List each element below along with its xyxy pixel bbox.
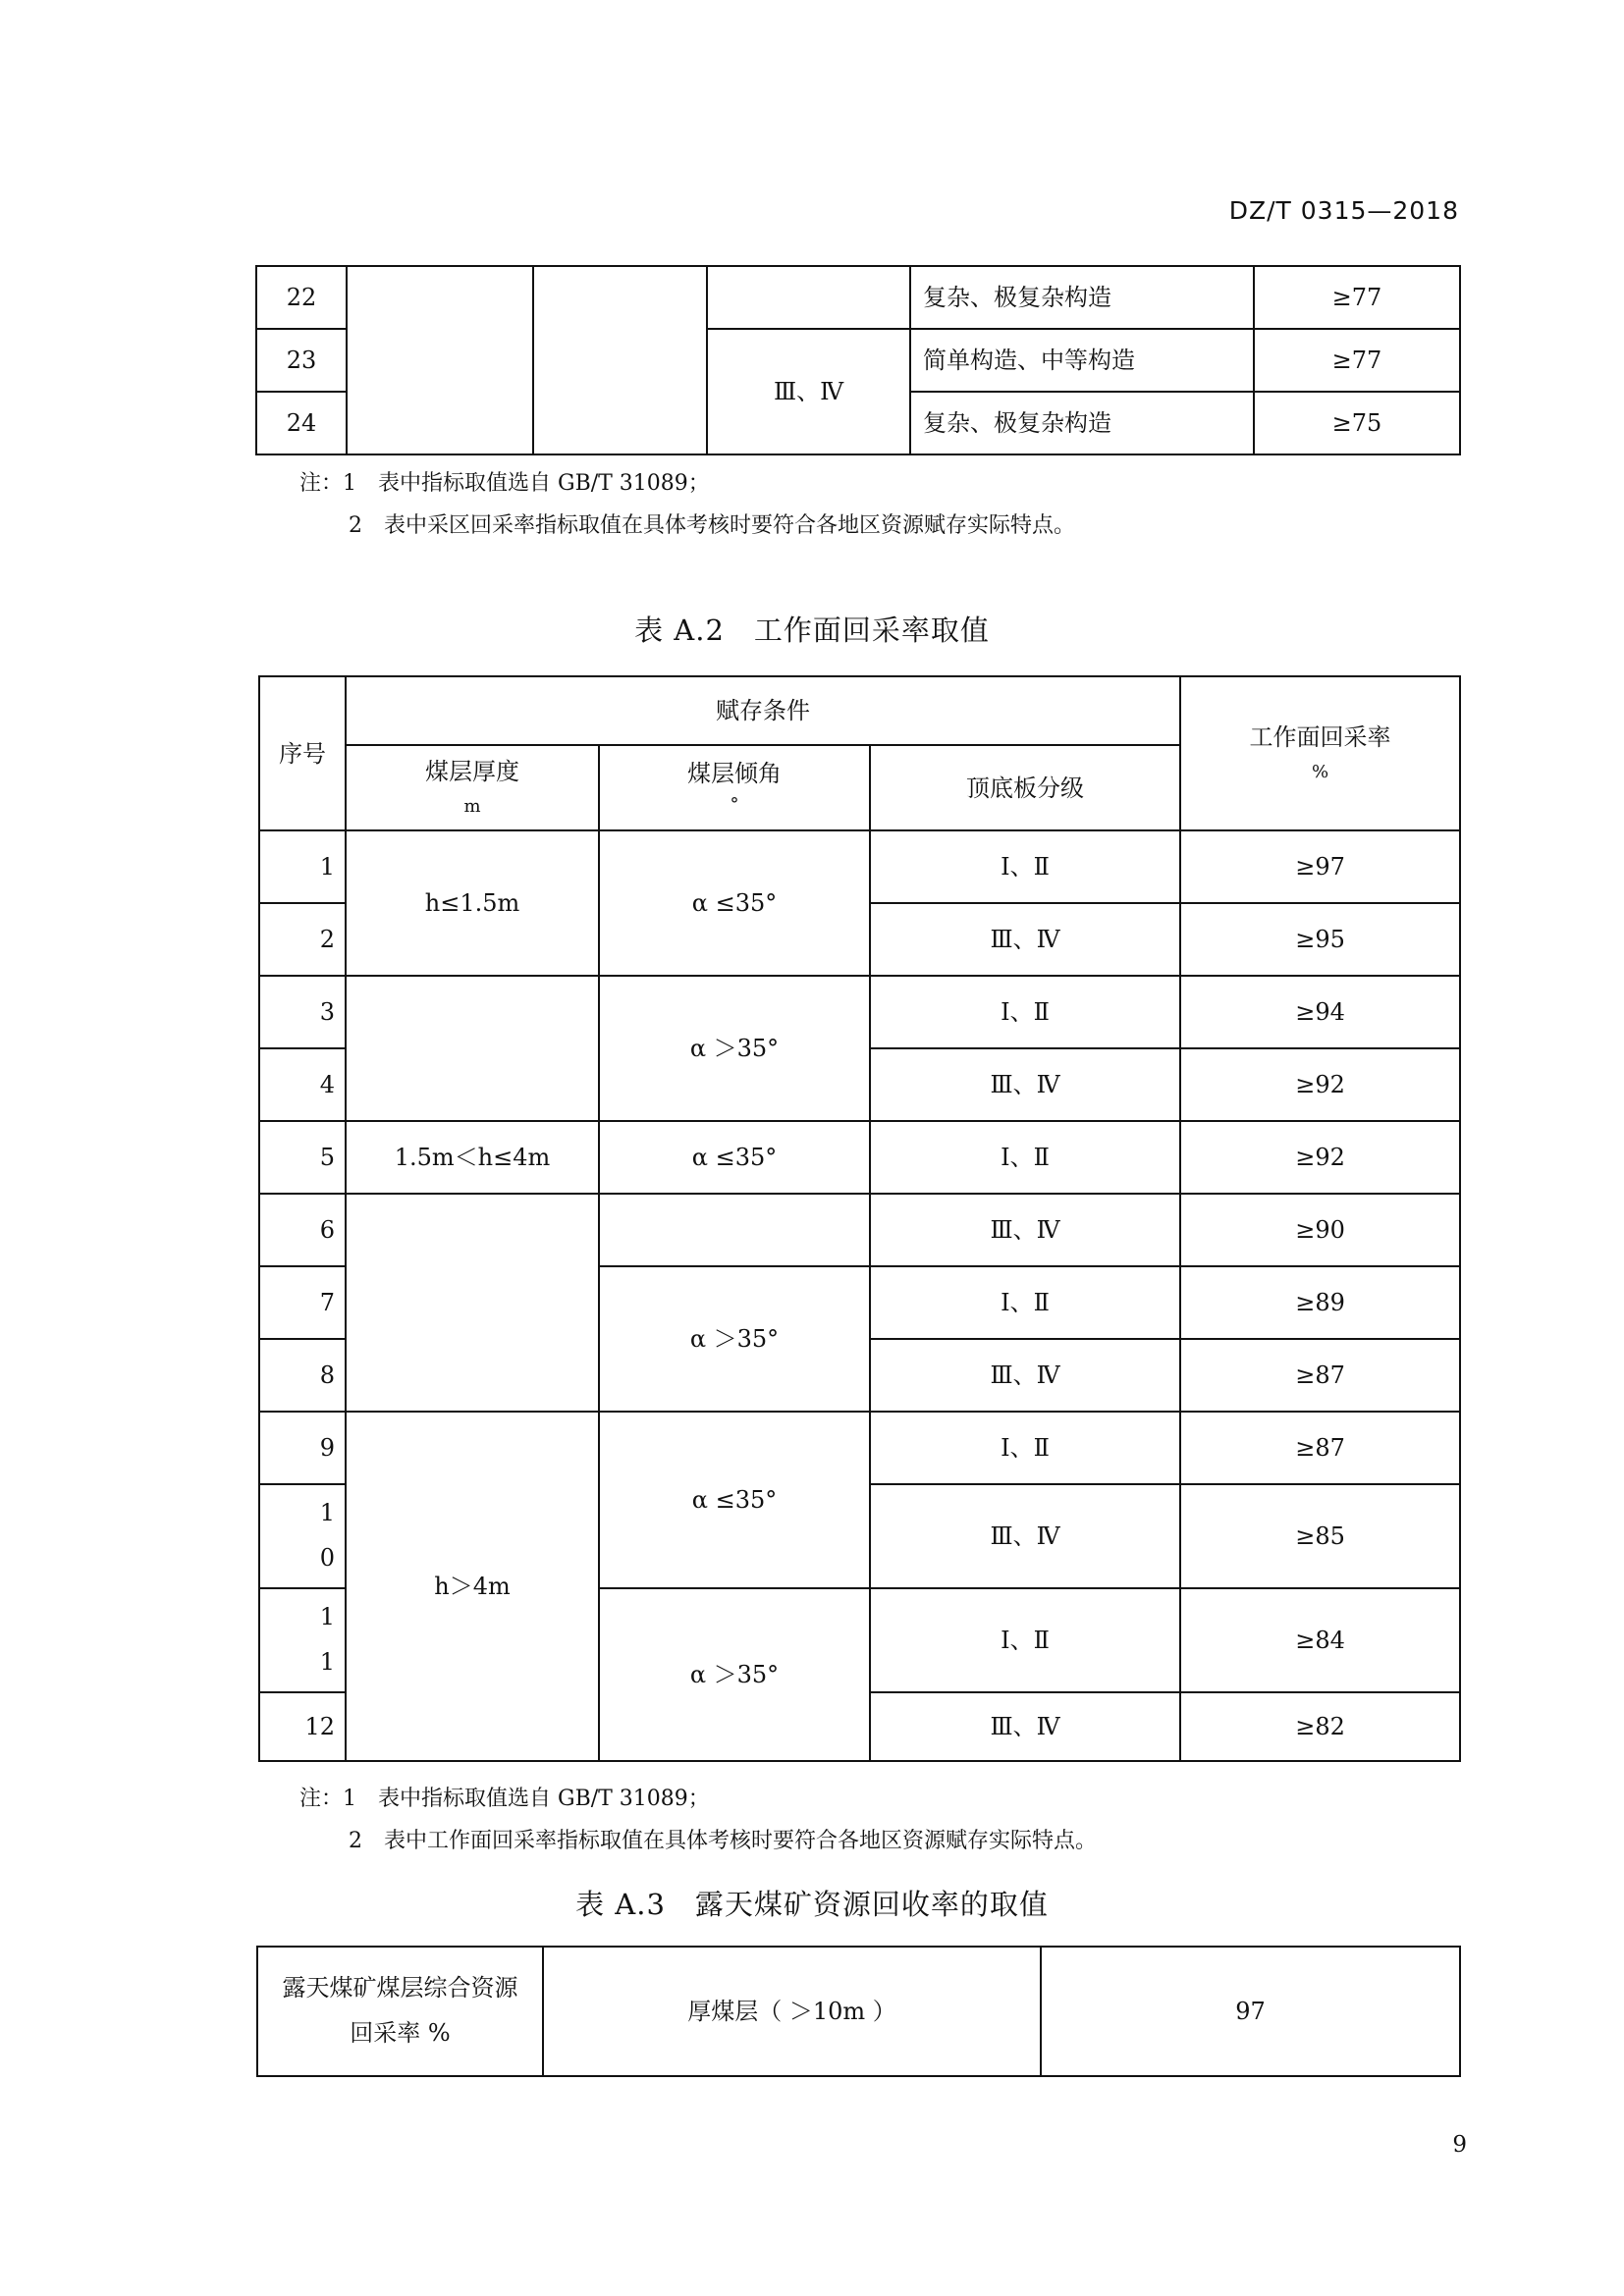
table-row <box>259 830 1460 903</box>
roof-cell: Ⅰ、Ⅱ <box>870 976 1180 1048</box>
table-row <box>259 1412 1460 1484</box>
row-number-digit: 1 <box>319 1648 335 1676</box>
table-a2-caption: 表 A.2 工作面回采率取值 <box>634 614 990 647</box>
row-number-digit: 0 <box>319 1544 335 1572</box>
table-a2-note-2: 2 表中工作面回采率指标取值在具体考核时要符合各地区资源赋存实际特点。 <box>349 1829 1097 1853</box>
header-dip-label: 煤层倾角 <box>687 760 782 788</box>
standard-code: DZ/T 0315—2018 <box>1228 196 1459 225</box>
table-row <box>257 1947 1460 2076</box>
structure-cell: 复杂、极复杂构造 <box>910 266 1254 329</box>
value-cell: 97 <box>1041 1947 1460 2076</box>
roof-cell: Ⅲ、Ⅳ <box>870 1048 1180 1121</box>
row-number: 24 <box>256 392 347 454</box>
thickness-cell: 1.5m＜h≤4m <box>346 1121 599 1194</box>
rate-cell: ≥87 <box>1180 1339 1460 1412</box>
empty-cell <box>346 1194 599 1412</box>
roof-cell <box>707 266 910 329</box>
table-a3 <box>256 1946 1461 2077</box>
header-thickness-label: 煤层厚度 <box>425 758 519 786</box>
row-number: 6 <box>259 1194 346 1266</box>
rate-cell: ≥95 <box>1180 903 1460 976</box>
header-no: 序号 <box>259 676 346 830</box>
row-number: 23 <box>256 329 347 392</box>
table-a1-note-2: 2 表中采区回采率指标取值在具体考核时要符合各地区资源赋存实际特点。 <box>349 513 1075 538</box>
rate-cell: ≥97 <box>1180 830 1460 903</box>
row-number: 22 <box>256 266 347 329</box>
rate-cell: ≥94 <box>1180 976 1460 1048</box>
category-cell: 厚煤层（ ＞10m ） <box>543 1947 1041 2076</box>
header-row <box>259 676 1460 745</box>
roof-cell: Ⅰ、Ⅱ <box>870 1121 1180 1194</box>
table-a1-note-1: 注：1 表中指标取值选自 GB/T 31089； <box>299 471 710 496</box>
roof-cell: Ⅲ、Ⅳ <box>870 1484 1180 1588</box>
rate-cell: ≥85 <box>1180 1484 1460 1588</box>
row-number: 1 <box>259 830 346 903</box>
header-condition: 赋存条件 <box>346 676 1180 745</box>
roof-cell: Ⅲ、Ⅳ <box>870 1692 1180 1761</box>
dip-cell: α ＞35° <box>599 1266 870 1412</box>
table-row <box>259 1121 1460 1194</box>
structure-cell: 复杂、极复杂构造 <box>910 392 1254 454</box>
header-rate <box>1180 676 1460 830</box>
row-number: 12 <box>259 1692 346 1761</box>
table-row <box>259 976 1460 1048</box>
rate-cell: ≥89 <box>1180 1266 1460 1339</box>
dip-cell: α ＞35° <box>599 1588 870 1761</box>
label-line: 回采率 % <box>350 2019 451 2047</box>
rate-cell: ≥92 <box>1180 1121 1460 1194</box>
rate-cell: ≥84 <box>1180 1588 1460 1692</box>
table-a2-note-1: 注：1 表中指标取值选自 GB/T 31089； <box>299 1787 710 1811</box>
roof-cell: Ⅰ、Ⅱ <box>870 830 1180 903</box>
row-number: 5 <box>259 1121 346 1194</box>
roof-cell: Ⅲ、Ⅳ <box>870 1194 1180 1266</box>
row-number: 9 <box>259 1412 346 1484</box>
structure-cell: 简单构造、中等构造 <box>910 329 1254 392</box>
row-number <box>259 1484 346 1588</box>
empty-cell <box>347 266 533 454</box>
value-cell: ≥75 <box>1254 392 1460 454</box>
row-number: 3 <box>259 976 346 1048</box>
label-line: 露天煤矿煤层综合资源 <box>282 1974 518 2002</box>
dip-cell: α ≤35° <box>599 1121 870 1194</box>
table-row <box>256 266 1460 329</box>
row-number: 8 <box>259 1339 346 1412</box>
roof-cell: Ⅲ、Ⅳ <box>707 329 910 454</box>
row-number: 4 <box>259 1048 346 1121</box>
row-number-digit: 1 <box>319 1499 335 1527</box>
dip-cell: α ＞35° <box>599 976 870 1121</box>
row-number-digit: 1 <box>319 1603 335 1631</box>
empty-cell <box>533 266 707 454</box>
roof-cell: Ⅰ、Ⅱ <box>870 1266 1180 1339</box>
table-a3-caption: 表 A.3 露天煤矿资源回收率的取值 <box>575 1888 1049 1921</box>
header-rate-label: 工作面回采率 <box>1249 723 1391 752</box>
page-number: 9 <box>1452 2132 1467 2158</box>
roof-cell: Ⅰ、Ⅱ <box>870 1588 1180 1692</box>
thickness-cell: h＞4m <box>346 1412 599 1761</box>
empty-cell <box>346 976 599 1121</box>
roof-cell: Ⅰ、Ⅱ <box>870 1412 1180 1484</box>
header-thickness-unit: m <box>463 796 481 818</box>
rate-cell: ≥90 <box>1180 1194 1460 1266</box>
thickness-cell: h≤1.5m <box>346 830 599 976</box>
rate-cell: ≥92 <box>1180 1048 1460 1121</box>
roof-cell: Ⅲ、Ⅳ <box>870 1339 1180 1412</box>
dip-cell: α ≤35° <box>599 830 870 976</box>
table-a1-continued <box>255 265 1461 455</box>
header-roof: 顶底板分级 <box>870 745 1180 830</box>
roof-cell: Ⅲ、Ⅳ <box>870 903 1180 976</box>
rate-cell: ≥87 <box>1180 1412 1460 1484</box>
header-thickness <box>346 745 599 830</box>
row-number: 2 <box>259 903 346 976</box>
label-cell <box>257 1947 543 2076</box>
table-row <box>259 1194 1460 1266</box>
row-number: 7 <box>259 1266 346 1339</box>
header-dip-unit: ° <box>730 794 739 816</box>
header-dip <box>599 745 870 830</box>
value-cell: ≥77 <box>1254 266 1460 329</box>
row-number <box>259 1588 346 1692</box>
rate-cell: ≥82 <box>1180 1692 1460 1761</box>
empty-cell <box>599 1194 870 1266</box>
table-a2 <box>258 675 1461 1762</box>
value-cell: ≥77 <box>1254 329 1460 392</box>
dip-cell: α ≤35° <box>599 1412 870 1588</box>
header-rate-unit: % <box>1311 762 1329 783</box>
